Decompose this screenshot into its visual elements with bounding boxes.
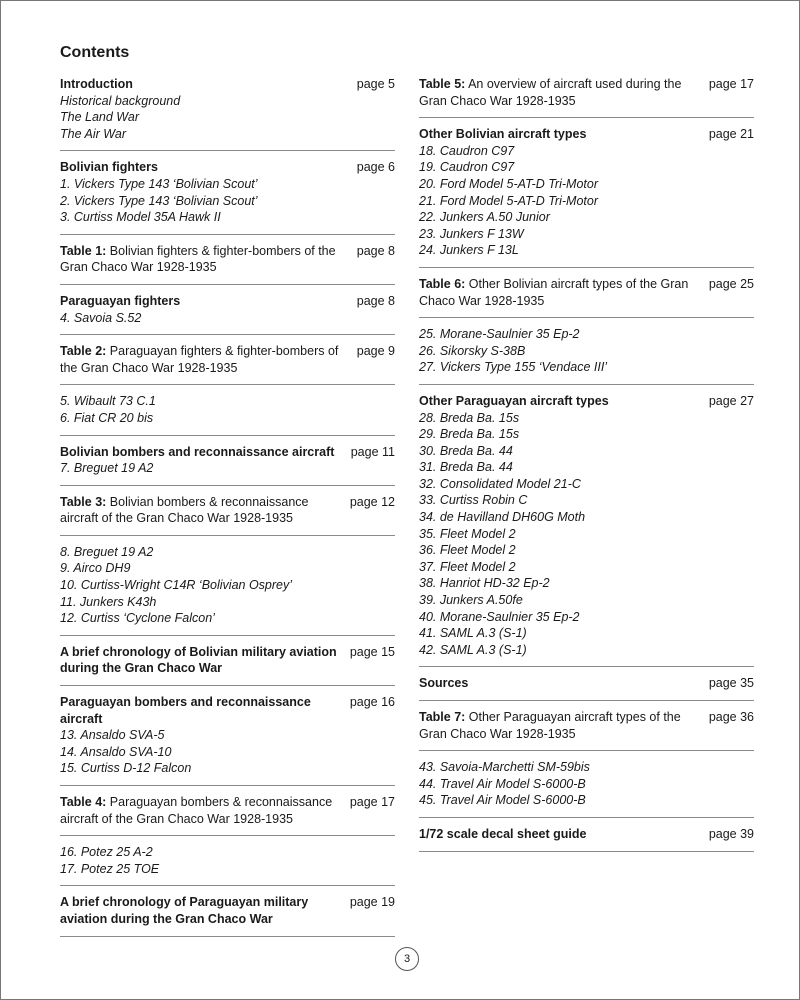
toc-heading-bold: Table 7: — [419, 710, 466, 724]
toc-page-ref: page 11 — [350, 444, 395, 459]
toc-page-ref: page 21 — [708, 127, 754, 142]
toc-section — [60, 494, 395, 536]
toc-section — [419, 709, 754, 751]
toc-subitem: 45. Travel Air Model S-6000-B — [419, 793, 586, 808]
toc-subitem: 22. Junkers A.50 Junior — [419, 210, 550, 225]
toc-page-ref: page 15 — [349, 644, 395, 659]
toc-subitem: 31. Breda Ba. 44 — [419, 460, 513, 475]
toc-page-ref: page 6 — [356, 160, 395, 175]
toc-subitem: 33. Curtiss Robin C — [419, 493, 528, 508]
toc-section — [60, 444, 395, 486]
toc-heading — [60, 293, 180, 310]
toc-heading-text: Bolivian fighters & fighter-bombers of the Gran Chaco War 1928-1935 — [60, 243, 336, 275]
toc-heading-bold: 1/72 scale decal sheet guide — [419, 826, 587, 841]
toc-heading-text: Other Paraguayan aircraft types of the Gran Chaco War 1928-1935 — [419, 710, 681, 741]
toc-subitem: 30. Breda Ba. 44 — [419, 443, 513, 458]
toc-subitem: 15. Curtiss D-12 Falcon — [60, 761, 192, 776]
toc-subitem: 16. Potez 25 A-2 — [60, 845, 153, 860]
toc-heading-text: Other Bolivian aircraft types of the Gran Chaco War 1928-1935 — [419, 276, 689, 308]
right-column — [419, 76, 754, 860]
toc-page-ref: page 5 — [356, 77, 395, 91]
toc-entry — [60, 794, 395, 827]
toc-heading-bold: Table 6: — [419, 276, 466, 291]
toc-heading-bold: Other Paraguayan aircraft types — [419, 393, 609, 408]
toc-subitem: 18. Caudron C97 — [419, 143, 515, 158]
toc-section — [419, 826, 754, 852]
toc-heading-text: Paraguayan bombers & reconnaissance aircraft of the Gran Chaco War 1928-1935 — [60, 795, 333, 826]
toc-subitem: Historical background — [60, 93, 181, 108]
toc-entry — [419, 709, 754, 742]
toc-section — [60, 694, 395, 786]
toc-page-ref: page 9 — [356, 344, 395, 359]
toc-section — [60, 393, 395, 435]
toc-heading — [419, 76, 699, 109]
toc-subitem: 32. Consolidated Model 21-C — [419, 476, 581, 491]
toc-subitem: 6. Fiat CR 20 bis — [60, 410, 154, 425]
toc-page-ref: page 36 — [708, 710, 754, 724]
toc-heading-bold: Paraguayan bombers and reconnaissance aircraft — [60, 695, 311, 726]
toc-subitem: 13. Ansaldo SVA-5 — [60, 728, 165, 743]
toc-section — [60, 644, 395, 686]
toc-subitem: 39. Junkers A.50fe — [419, 593, 523, 608]
toc-subitem: The Air War — [60, 126, 126, 141]
toc-section — [60, 159, 395, 234]
toc-entry — [60, 894, 395, 927]
toc-section — [60, 894, 395, 936]
toc-subitem: 43. Savoia-Marchetti SM-59bis — [419, 760, 590, 775]
toc-subitem: 8. Breguet 19 A2 — [60, 544, 154, 559]
left-column — [60, 76, 395, 937]
toc-heading — [60, 794, 340, 827]
page-title: Contents — [60, 44, 130, 61]
toc-heading — [60, 243, 340, 276]
toc-subitem: 3. Curtiss Model 35A Hawk II — [60, 210, 221, 225]
toc-page-ref: page 17 — [349, 795, 395, 809]
toc-section — [419, 76, 754, 118]
toc-heading — [60, 159, 158, 176]
toc-section — [60, 343, 395, 385]
toc-subitem: 11. Junkers K43h — [60, 594, 157, 609]
toc-entry — [419, 826, 754, 843]
toc-heading-bold: Table 5: — [419, 77, 466, 91]
toc-section — [60, 76, 395, 151]
toc-subitem: 7. Breguet 19 A2 — [60, 461, 154, 476]
toc-entry — [60, 494, 395, 527]
toc-subitem: 1. Vickers Type 143 ‘Bolivian Scout’ — [60, 176, 258, 191]
toc-section — [419, 326, 754, 385]
toc-subitem: 44. Travel Air Model S-6000-B — [419, 776, 586, 791]
toc-section — [419, 675, 754, 701]
toc-subitem: 10. Curtiss-Wright C14R ‘Bolivian Osprey’ — [60, 578, 293, 593]
toc-heading-bold: Bolivian bombers and reconnaissance aircraft — [60, 444, 335, 459]
toc-heading — [419, 675, 468, 692]
toc-section — [419, 759, 754, 818]
toc-heading-bold: Table 1: — [60, 243, 107, 258]
toc-entry — [60, 293, 395, 310]
toc-heading — [419, 276, 699, 309]
toc-section — [419, 393, 754, 668]
toc-subitem: 42. SAML A.3 (S-1) — [419, 642, 527, 657]
toc-subitem: 19. Caudron C97 — [419, 160, 515, 175]
toc-entry — [60, 76, 395, 93]
toc-subitem: 12. Curtiss ‘Cyclone Falcon’ — [60, 611, 215, 626]
toc-heading-text: An overview of aircraft used during the Gran Chaco War 1928-1935 — [419, 77, 682, 108]
toc-heading-bold: Paraguayan fighters — [60, 293, 181, 308]
toc-entry — [60, 243, 395, 276]
toc-subitem: 9. Airco DH9 — [60, 561, 131, 576]
toc-heading-bold: Table 4: — [60, 795, 107, 809]
toc-subitem: 38. Hanriot HD-32 Ep-2 — [419, 576, 550, 591]
toc-heading-bold: Bolivian fighters — [60, 160, 158, 175]
toc-section — [60, 293, 395, 335]
toc-heading-bold: Table 2: — [60, 344, 107, 359]
toc-heading-bold: Sources — [419, 676, 469, 691]
toc-heading — [60, 76, 133, 93]
toc-heading-text: Bolivian bombers & reconnaissance aircraft of the Gran Chaco War 1928-1935 — [60, 494, 309, 526]
toc-section — [60, 794, 395, 836]
toc-heading — [60, 894, 340, 927]
toc-heading — [60, 694, 340, 727]
toc-heading-text: Paraguayan fighters & fighter-bombers of the Gran Chaco War 1928-1935 — [60, 344, 339, 375]
toc-subitem: 27. Vickers Type 155 ‘Vendace III’ — [419, 360, 608, 375]
page-number: 3 — [395, 947, 419, 971]
toc-heading — [60, 343, 340, 376]
toc-subitem: 36. Fleet Model 2 — [419, 543, 516, 558]
toc-subitem: 41. SAML A.3 (S-1) — [419, 626, 527, 641]
toc-page-ref: page 8 — [356, 243, 395, 258]
toc-section — [60, 544, 395, 636]
toc-heading — [419, 126, 586, 143]
toc-subitem: 40. Morane-Saulnier 35 Ep-2 — [419, 609, 580, 624]
toc-subitem: 23. Junkers F 13W — [419, 226, 524, 241]
toc-page-ref: page 8 — [356, 293, 395, 308]
toc-subitem: 26. Sikorsky S-38B — [419, 343, 526, 358]
toc-subitem: 17. Potez 25 TOE — [60, 861, 160, 876]
toc-page-ref: page 12 — [349, 494, 395, 509]
toc-subitem: 29. Breda Ba. 15s — [419, 427, 520, 442]
toc-page-ref: page 35 — [708, 676, 754, 691]
toc-subitem: 21. Ford Model 5-AT-D Tri-Motor — [419, 193, 598, 208]
toc-page-ref: page 17 — [708, 77, 754, 91]
toc-subitem: 4. Savoia S.52 — [60, 310, 142, 325]
toc-entry — [60, 694, 395, 727]
toc-page-ref: page 27 — [708, 393, 754, 408]
toc-heading — [419, 393, 609, 410]
toc-heading-bold: A brief chronology of Bolivian military aviation during the Gran Chaco War — [60, 644, 337, 676]
toc-entry — [419, 76, 754, 109]
toc-heading-bold: Other Bolivian aircraft types — [419, 127, 587, 142]
toc-entry — [60, 644, 395, 677]
toc-entry — [60, 444, 395, 461]
toc-entry — [419, 393, 754, 410]
toc-section — [419, 126, 754, 268]
toc-heading — [60, 644, 340, 677]
toc-subitem: 28. Breda Ba. 15s — [419, 410, 520, 425]
toc-entry — [60, 343, 395, 376]
toc-subitem: 20. Ford Model 5-AT-D Tri-Motor — [419, 176, 598, 191]
toc-subitem: 25. Morane-Saulnier 35 Ep-2 — [419, 327, 580, 342]
toc-heading — [419, 826, 586, 843]
toc-subitem: 37. Fleet Model 2 — [419, 559, 516, 574]
toc-subitem: 14. Ansaldo SVA-10 — [60, 744, 172, 759]
toc-heading-bold: Introduction — [60, 77, 133, 91]
toc-subitem: The Land War — [60, 110, 139, 125]
toc-heading-bold: Table 3: — [60, 494, 107, 509]
toc-section — [419, 276, 754, 318]
toc-page-ref: page 25 — [708, 276, 754, 291]
toc-subitem: 5. Wibault 73 C.1 — [60, 394, 156, 409]
toc-page-ref: page 16 — [349, 695, 395, 710]
toc-entry — [419, 276, 754, 309]
toc-heading — [60, 444, 334, 461]
toc-subitem: 24. Junkers F 13L — [419, 243, 519, 258]
toc-heading — [419, 709, 699, 742]
toc-subitem: 34. de Havilland DH60G Moth — [419, 510, 586, 525]
toc-entry — [60, 159, 395, 176]
toc-section — [60, 243, 395, 285]
toc-subitem: 35. Fleet Model 2 — [419, 526, 516, 541]
toc-page-ref: page 19 — [349, 895, 395, 910]
toc-entry — [419, 126, 754, 143]
toc-heading-bold: A brief chronology of Paraguayan military aviation during the Gran Chaco War — [60, 895, 309, 926]
toc-heading — [60, 494, 340, 527]
toc-page-ref: page 39 — [708, 826, 754, 841]
toc-section — [60, 844, 395, 886]
toc-entry — [419, 675, 754, 692]
toc-subitem: 2. Vickers Type 143 ‘Bolivian Scout’ — [60, 193, 258, 208]
